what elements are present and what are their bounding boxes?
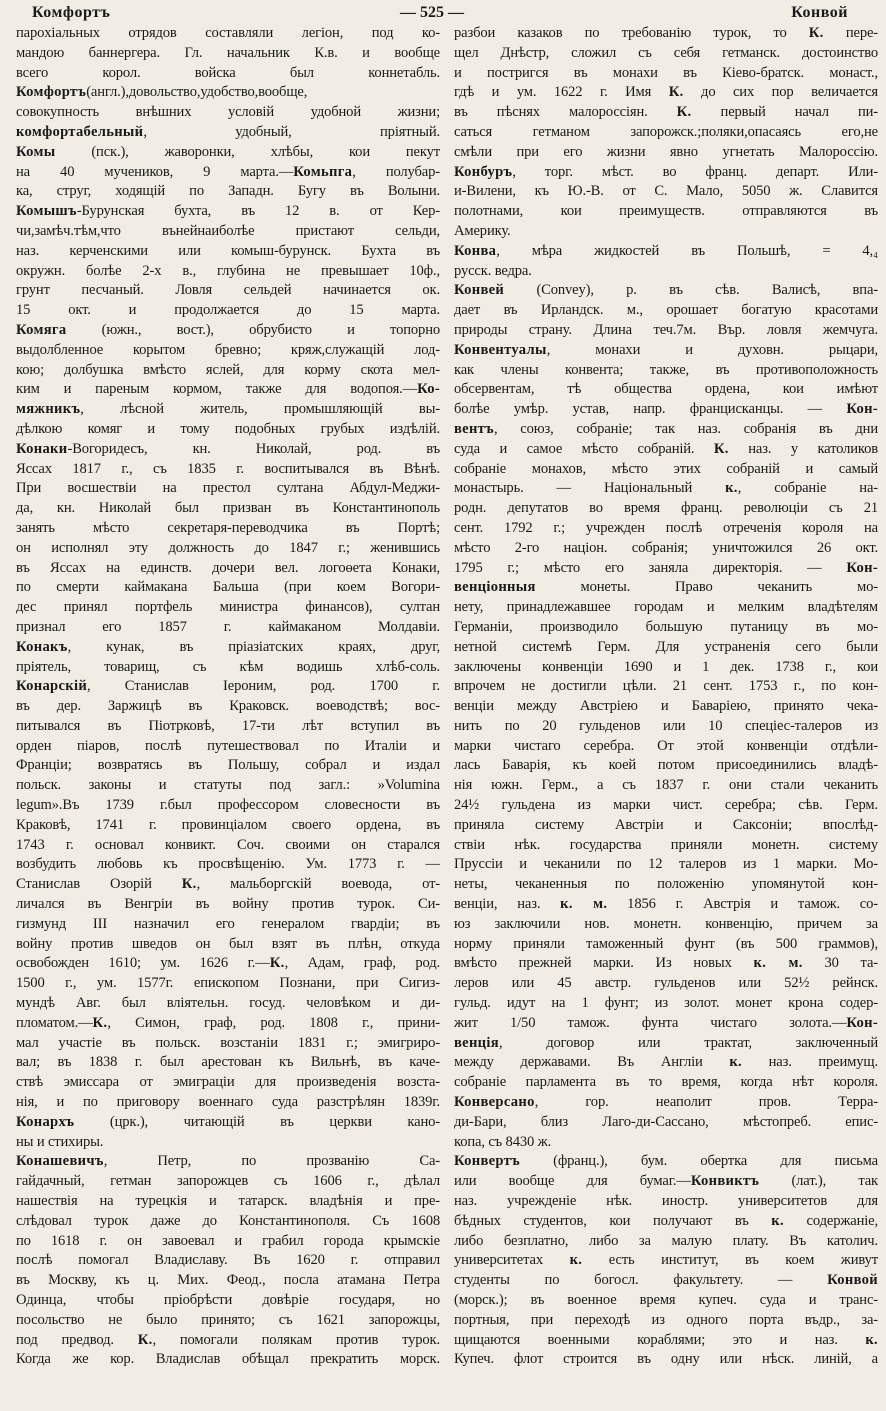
text-segment: , собраніе на- [737,480,878,497]
text-line: по 1618 г. он завоевал и грабил города крымскіе [16,1232,440,1249]
text-line [454,400,878,420]
text-line: ди-Бари, близ Лаго-ди-Сассано, мѣстопреб. епис- [454,1113,878,1130]
text-line [16,202,440,222]
text-line [454,24,878,44]
text-segment: наз. преимущ. [741,1054,878,1071]
text-line: ствѣ эмиссара от эмиграціи для произведенія возста- [16,1074,440,1091]
text-line [16,677,440,697]
text-segment: , Адам, граф, род. [284,955,440,972]
text-line: legum».Въ 1739 г.был профессором словесности въ [16,797,440,814]
text-line [454,479,878,499]
text-line: ны и стихиры. [16,1133,104,1150]
text-line [454,440,878,460]
text-segment: (франц.), бум. обертка для письма [519,1153,878,1170]
text-segment: въ пѣснях малороссіян. [454,104,677,121]
headword: к. м. [753,955,803,972]
text-segment: освобожден 1610; ум. 1626 г.— [16,955,270,972]
text-segment: между державами. Въ Англіи [454,1054,730,1071]
text-line [454,341,878,361]
text-segment: или вообще для бумаг.— [454,1173,691,1190]
text-line: послѣ помогал Владиславу. Въ 1620 г. отправил [16,1252,440,1269]
text-line [454,242,878,262]
headword: К. [92,1014,108,1031]
headword: Конвой [827,1272,878,1289]
text-line [454,1251,878,1271]
text-line [454,578,878,598]
headword: Конвей [454,282,505,299]
headword: Комышъ [16,203,77,220]
text-line: собраніе монахов, мѣсто этих собраній и самый [454,460,878,477]
text-line: признал его 1857 г. каймаканом Молдавіи. [16,618,440,635]
text-line: юз заключили нов. монетн. конвенцію, причем за [454,915,878,932]
text-segment: , мѣра жидкостей въ Польшѣ, = 4,₄ [496,242,878,259]
text-line: въ Москву, къ ц. Мих. Феод., посла атамана Петра [16,1272,440,1289]
text-line: Когда же кор. Владислав обѣщал прекратить морск. [16,1351,440,1368]
text-line: русск. ведра. [454,262,532,279]
left-column [16,24,440,1370]
text-line: как члены конвента; также, въ противоположность [454,361,878,378]
text-line: наз. керченскими или комыш-бурунск. Бухта въ [16,242,440,259]
text-line [454,1271,878,1291]
text-segment: под предвод. [16,1331,138,1348]
text-line: дает въ Ирландск. м., орошает богатую красотами [454,302,878,319]
text-line: кою; долбушка вмѣсто яслей, для корму скота мел- [16,361,440,378]
text-line [454,420,878,440]
text-segment: студенты по богосл. факультету. — [454,1272,828,1289]
right-column [454,24,878,1370]
text-segment: (црк.), читающій въ церкви кано- [74,1113,440,1130]
text-line: мандою баннергера. Гл. начальник К.в. и вообще [16,44,440,61]
text-line: Купеч. флот строится въ одну или нѣск. линій, а [454,1351,878,1368]
text-line: Одинца, чтобы пріобрѣсти довѣріе государя, но [16,1292,440,1308]
text-segment: (пск.), жаворонки, хлѣбы, кои пекут [55,143,440,160]
text-segment: на 40 мучеников, 9 марта.— [16,163,294,180]
text-line: въ Яссах на единств. дочери вел. логоөета Конаки, [16,559,440,576]
text-line: слѣдовал турок даже до Константинополя. Съ 1608 [16,1212,440,1229]
text-line: ствіи нѣк. государства приняли монетн. систему [454,836,878,853]
text-line: лась Баварія, къ коей потом присоединились владѣ- [454,757,878,774]
text-line [16,123,440,143]
text-segment: первый начал пи- [691,104,878,121]
text-segment: , мальборгскій воевода, от- [196,876,440,893]
text-line [16,1152,440,1172]
text-line: портныя, при переходѣ из одного порта въдр., за- [454,1311,878,1328]
headword: Конашевичъ [16,1153,104,1170]
headword: Комьпга [293,163,353,180]
headword: Конархъ [16,1113,75,1130]
headword: к. [725,480,738,497]
text-line: питывался въ Піотрковѣ, 17-ти лѣт вступил въ [16,717,440,734]
text-segment: пере- [823,25,878,41]
text-line [16,400,440,420]
text-line: нить по 20 гульденов или 10 спеціес-талеров из [454,717,878,734]
headword: Конверсано [454,1094,535,1111]
text-segment: есть институт, въ коем живут [582,1252,878,1269]
headword: Конвертъ [454,1153,520,1170]
text-line: въ дер. Заржицѣ въ Краковск. воеводствѣ; вос- [16,698,440,715]
text-line: Краковѣ, 1741 г. провинціалом своего ордена, въ [16,816,440,833]
text-segment: , монахи и духовн. рыцари, [546,341,878,358]
text-line [454,1014,878,1034]
headword: К. [137,1331,153,1348]
text-line: выдолбленное корытом бревно; кряж,служащій лод- [16,341,440,358]
text-segment: содержаніе, [783,1212,878,1229]
text-line [16,875,440,895]
text-segment: , Симон, граф, род. 1808 г., прини- [107,1014,440,1031]
text-line [16,1331,440,1351]
text-line [16,163,440,183]
text-segment: разбои казаков по требованію турок, то [454,25,809,41]
text-line: неты, чеканенныя по положенію упомянутой кон- [454,876,878,893]
text-line: Пруссіи и чеканили по 12 талеров из 1 марки. Мо- [454,856,878,873]
text-line: впрочем не достигли цѣли. 21 сент. 1753 г., по кон- [454,678,878,695]
headword: вентъ [454,420,494,437]
text-line [454,1172,878,1192]
text-segment: гдѣ и ум. 1622 г. Имя [454,84,669,101]
text-line: смѣли при его жизни явно угнетать Малороссію. [454,143,878,160]
text-line: он исполнял эту должность до 1847 г.; женившись [16,539,440,556]
headword: Комфортъ [16,84,87,101]
headword: Кон- [846,559,878,576]
text-segment: до сих пор величается [683,84,878,101]
headword: К. [808,25,824,41]
text-line: возбудить любовь къ просвѣщенію. Ум. 1773 г. — [16,856,440,873]
text-line: по смерти каймакана Бальша (при коем Вогори- [16,579,440,596]
text-segment: , договор или трактат, заключенный [498,1034,878,1051]
text-line: и постригся въ монахи въ Кіево-братск. монаст., [454,64,878,81]
text-segment: 30 та- [802,955,878,972]
headword: Комы [16,143,56,160]
text-line [16,321,440,341]
text-line: сент. 1792 г.; учрежден послѣ отреченія короля на [454,519,878,536]
text-line: норму приняли таможенный фунт (въ 500 граммов), [454,935,878,952]
text-line: дѣлкою комяг и тому подобных грубых издѣлій. [16,420,440,437]
text-line: совокупность внѣшних условій удобной жизни; [16,104,440,121]
text-segment: , Петр, по прозванію Са- [103,1153,440,1170]
text-line: 15 окт. и продолжается до 15 марта. [16,302,440,319]
text-line [454,83,878,103]
text-line [454,954,878,974]
text-segment: монеты. Право чеканить мо- [535,579,878,596]
text-segment: -Бурунская бухта, въ 12 в. от Кер- [76,203,440,220]
headword: венція [454,1034,499,1051]
text-line: Яссах 1817 г., съ 1835 г. воспитывался въ Вѣнѣ. [16,460,440,477]
headword: К. [676,104,692,121]
headword: К. [181,876,197,893]
text-line [454,103,878,123]
text-line: Америку. [454,222,511,239]
text-segment: вмѣсто прежней марки. Из новых [454,955,754,972]
text-line [454,163,878,183]
text-line [454,1152,878,1172]
text-line: собраніе парламента въ то время, когда нѣт короля. [454,1074,878,1091]
text-segment: (южн., вост.), обрубисто и топорно [66,321,440,338]
header-right-headword: Конвой [791,4,848,21]
text-line [16,638,440,658]
text-segment: , Станислав Іероним, род. 1700 г. [87,678,440,695]
headword: комфортабельный [16,123,144,140]
text-line: нашествія на турецкія и татарск. владѣнія и пре- [16,1193,440,1210]
text-line: и-Вилени, къ Ю.-В. от С. Мало, 5050 ж. Славится [454,183,878,200]
headword: Конва [454,242,497,259]
text-line [454,1034,878,1054]
header-left-headword: Комфортъ [32,4,111,21]
text-segment: щищаются военными кораблями; это и наз. [454,1331,866,1348]
text-line: личался въ Венгріи въ войну против турок. Си- [16,896,440,913]
text-segment: , союз, собраніе; так наз. собранія въ дни [493,420,878,437]
text-line: посольство не было принято; съ 1621 запорожцы, [16,1311,440,1328]
headword: Кон- [846,1014,878,1031]
text-segment: наз. у католиков [728,440,878,457]
text-line: войну против шведов он был взят въ плѣн, откуда [16,935,440,952]
headword: К. [713,440,729,457]
text-line [16,143,440,163]
text-segment: , гор. неаполит пров. Терра- [534,1094,878,1111]
text-segment: Станислав Озорій [16,876,182,893]
text-segment: , торг. мѣст. во франц. департ. Или- [512,163,878,180]
headword: К. [668,84,684,101]
text-line: копа, съ 8430 ж. [454,1133,552,1150]
text-line [454,1331,878,1351]
text-line: орден піаров, послѣ путешествовал по Италіи и [16,737,440,754]
headword: Ко- [417,381,440,398]
text-segment: монастырь. — Національный [454,480,726,497]
headword: мяжникъ [16,401,81,418]
text-line [16,954,440,974]
text-line: либо безплатно, либо за малую плату. Въ католич. [454,1232,878,1249]
text-line [16,83,440,103]
text-line [454,895,878,915]
text-line [16,1113,440,1133]
text-line: чи,замѣч.тѣм,что вънейнаиболѣе пристают сельди, [16,222,440,239]
text-segment: , помогали полякам против турок. [152,1331,440,1348]
text-line: гизмунд III назначил его генералом гвардіи; въ [16,915,440,932]
text-line: Франціи; возвратясь въ Польшу, собрал и издал [16,757,440,774]
text-line: дес принял портфель министра финансов), султан [16,599,440,616]
text-line: мундѣ Авг. был вліятельн. госуд. человѣком и ди- [16,995,440,1012]
text-line [454,559,878,579]
text-segment: ким и пареным кормом, также для водопоя.— [16,381,418,398]
text-line: вал; въ 1838 г. был арестован къ Вильнѣ, въ каче- [16,1054,440,1071]
headword: Конбуръ [454,163,513,180]
text-line: ка, струг, ходящій по Западн. Бугу въ Волыни. [16,183,440,200]
headword: Конарскій [16,678,88,695]
text-segment: жит 1/50 тамож. фунта чистаго золота.— [454,1014,847,1031]
text-segment: (лат.), так [759,1173,878,1190]
text-segment: (Convey), р. въ сѣв. Валисѣ, впа- [504,282,878,299]
text-segment: , удобный, пріятный. [143,123,440,140]
text-line: занять мѣсто секретаря-переводчика въ Портѣ; [16,519,440,536]
text-line: венціи между Австріею и Баваріею, принято чека- [454,698,878,715]
text-line: родн. депутатов во время франц. революціи съ 21 [454,500,878,517]
text-line: нія, и по приговору военнаго суда разстрѣлян 1839г. [16,1094,440,1111]
text-segment: 1795 г.; мѣсто его заняла директорія. — [454,559,847,576]
headword: венціонныя [454,579,536,596]
headword: Комяга [16,321,67,338]
text-line: 1743 г. основал конвикт. Соч. своими он старался [16,836,440,853]
text-segment: , кунак, въ пріазіатских краях, друг, [67,638,440,655]
headword: Кон- [846,401,878,418]
headword: Конвиктъ [690,1173,760,1190]
text-segment: , полубар- [352,163,440,180]
text-line: польск. законы и статуты под загл.: »Volumina [16,777,440,794]
text-line: окружн. болѣе 2-х в., глубина не превышает 10ф., [16,262,440,279]
text-line: саться гетманом запорожск.;поляки,опасаясь его,не [454,123,878,140]
text-segment: бѣдных студентов, кои получают въ [454,1212,772,1229]
text-line: всего корол. войска был коннетабль. [16,64,440,81]
text-line [16,380,440,400]
text-line [454,281,878,301]
headword: к. [865,1331,878,1348]
text-segment: 1856 г. Австрія и тамож. со- [607,896,878,913]
text-line: нетной системѣ Герм. Для устраненія сего были [454,638,878,655]
text-line: обсервентам, тѣ общества ордена, кои имѣют [454,381,878,398]
text-segment: суда и самое мѣсто собраній. [454,440,714,457]
text-segment: (англ.),довольство,удобство,вообще, [86,84,308,101]
text-line: нія южн. Герм., а съ 1837 г. они стали чеканить [454,777,878,794]
text-segment: , лѣсной житель, промышляющій вы- [80,401,440,418]
headword: К. [269,955,285,972]
headword: к. [569,1252,583,1269]
running-header [20,4,876,24]
text-line [454,1093,878,1113]
page-number: — 525 — [400,4,464,21]
text-line [16,440,440,460]
text-line: гульд. идут на 1 фунт; из золот. монет крона содер- [454,995,878,1012]
text-line: 1500 г., ум. 1577г. епископом Познани, при Сигиз- [16,975,440,992]
text-line: заключены конвенціи 1690 и 1 дек. 1738 г., кои [454,658,878,675]
text-segment: венціи, наз. [454,896,561,913]
text-segment: -Вогоридесъ, кн. Николай, род. въ [67,440,440,457]
text-line: приняла систему Австріи и Саксоніи; впослѣд- [454,816,878,833]
text-line: леров или 45 австр. гульденов или 52½ рейнск. [454,975,878,992]
headword: Конаки [16,440,68,457]
headword: к. м. [560,896,608,913]
text-segment: пломатом.— [16,1014,93,1031]
text-line: щел Днѣстр, сложил съ себя гетманск. достоинство [454,44,878,61]
text-line: Германіи, производило большую путаницу въ мо- [454,618,878,635]
text-line [16,1014,440,1034]
text-line: (морск.); въ военное время купеч. суда и транс- [454,1292,878,1308]
text-line: При восшествіи на престол султана Абдул-Меджи- [16,480,440,497]
headword: к. [771,1212,784,1229]
text-line: да, кн. Николай был призван въ Константинополь [16,500,440,517]
text-line: полотнами, кои преимуществ. отправляются въ [454,203,878,220]
headword: Конвентуалы [454,341,547,358]
headword: Конакъ [16,638,68,655]
text-line [454,1212,878,1232]
text-line: марки чистаго серебра. От этой конвенціи отдѣли- [454,737,878,754]
text-line: гайдачный, гетман запорожцев съ 1606 г., дѣлал [16,1173,440,1190]
text-line: нету, принадлежавшее городам и мелким владѣтелям [454,599,878,616]
headword: к. [729,1054,742,1071]
text-line: мал участіе въ польск. возстаніи 1831 г.; эмигриро- [16,1034,440,1051]
text-line [454,1053,878,1073]
text-line: пароxіальных отрядов составляли легіон, под ко- [16,25,440,41]
text-line: мѣсто 2-го націон. собранія; уничтожился 26 окт. [454,539,878,556]
text-line: грунт песчаный. Ловля сельдей начинается ок. [16,282,440,299]
text-line: 24½ гульдена из марки чист. серебра; сѣв. Герм. [454,797,878,814]
text-line: природы страну. Длина теч.7м. Вър. ловля жемчуга. [454,321,878,338]
text-line: пріятель, товарищ, съ кѣм водишь хлѣб-соль. [16,658,440,675]
text-segment: болѣе умѣр. устав, напр. францисканцы. — [454,401,847,418]
text-segment: университетах [454,1252,570,1269]
text-line: наз. учрежденіе нѣк. иностр. университетов для [454,1193,878,1210]
